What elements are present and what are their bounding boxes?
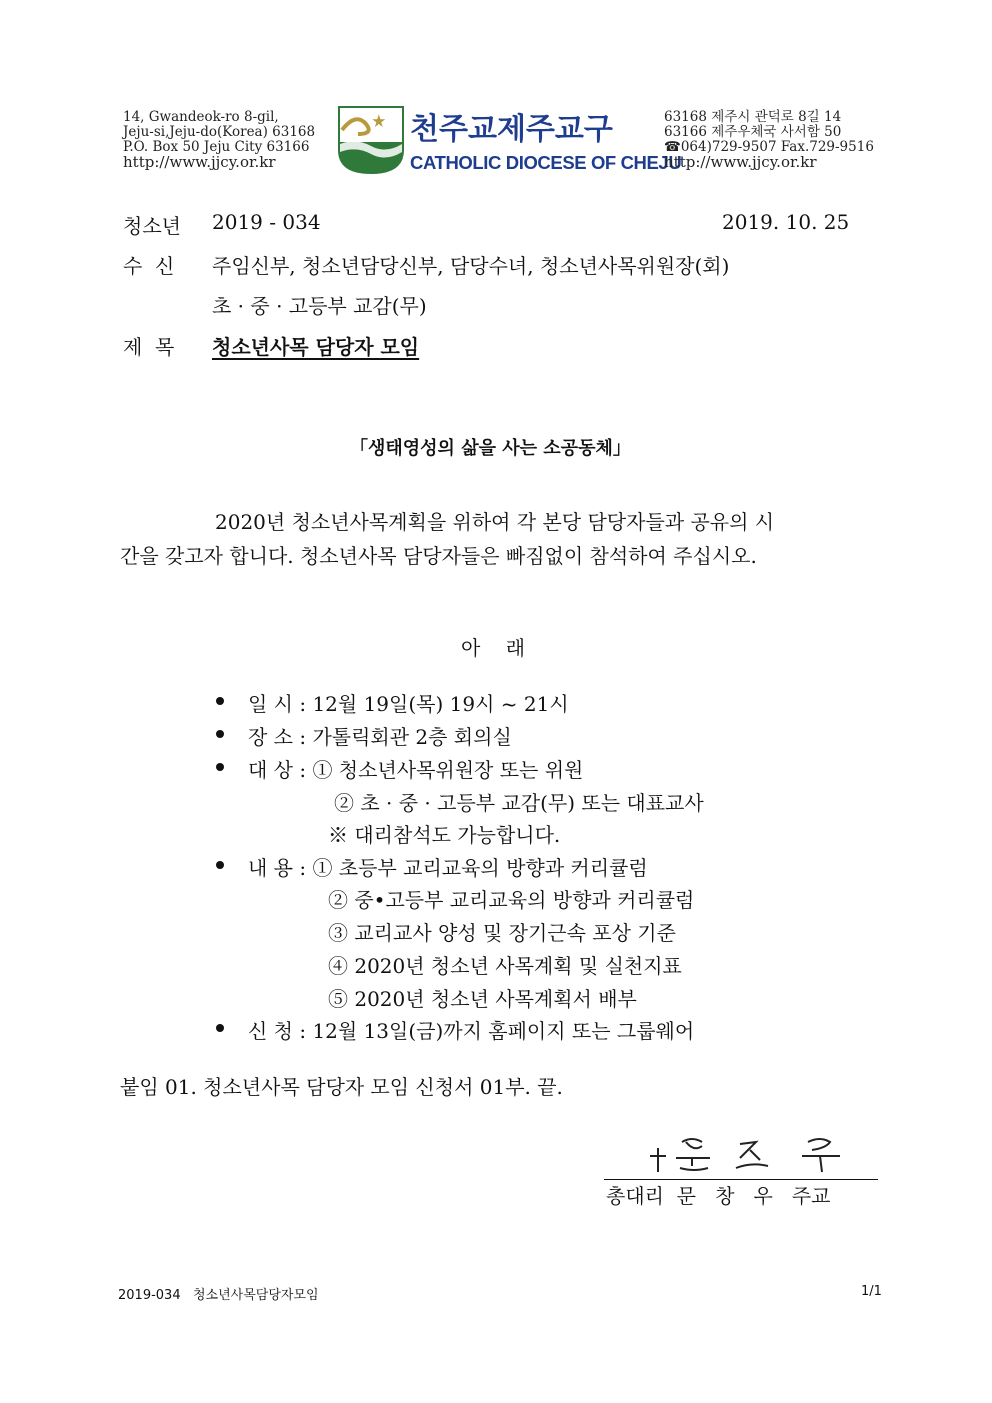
attachment-note: 붙임 01. 청소년사목 담당자 모임 신청서 01부. 끝. — [120, 1075, 563, 1099]
item-content: 내 용 : ① 초등부 교리교육의 방향과 커리큘럼 — [248, 856, 648, 880]
header-right-address — [664, 110, 874, 170]
diocese-logo — [336, 104, 406, 176]
page-number: 1/1 — [861, 1284, 882, 1299]
address-line: 63168 제주시 관덕로 8길 14 — [664, 109, 842, 125]
section-title: 아 래 — [461, 636, 526, 660]
subject-label: 제 목 — [123, 335, 175, 359]
item-content-sub: ④ 2020년 청소년 사목계획 및 실천지표 — [328, 954, 682, 978]
org-name-english: CATHOLIC DIOCESE OF CHEJU — [410, 152, 682, 173]
theme-slogan: 「생태영성의 삶을 사는 소공동체」 — [350, 438, 631, 459]
signer-title: 총대리 문 창 우 주교 — [606, 1184, 831, 1208]
doc-number-label: 청소년 — [123, 214, 181, 238]
recipient-label: 수 신 — [123, 254, 175, 278]
body-line: 간을 갖고자 합니다. 청소년사목 담당자들은 빠짐없이 참석하여 주십시오. — [120, 544, 757, 568]
bullet — [216, 1024, 224, 1032]
item-content-sub: ⑤ 2020년 청소년 사목계획서 배부 — [328, 987, 637, 1011]
recipients-line: 주임신부, 청소년담당신부, 담당수녀, 청소년사목위원장(회) — [212, 254, 730, 278]
website-link[interactable]: http://www.jjcy.or.kr — [123, 153, 276, 171]
item-time: 일 시 : 12월 19일(목) 19시 ~ 21시 — [248, 692, 569, 716]
footer-doc-ref: 2019-034 청소년사목담당자모임 — [118, 1288, 319, 1303]
website-link[interactable]: http://www.jjcy.or.kr — [664, 153, 817, 171]
handwritten-signature — [640, 1128, 852, 1178]
bullet — [216, 730, 224, 738]
item-place: 장 소 : 가톨릭회관 2층 회의실 — [248, 725, 512, 749]
org-name-korean: 천주교제주교구 — [410, 112, 613, 147]
body-line: 2020년 청소년사목계획을 위하여 각 본당 담당자들과 공유의 시 — [215, 510, 775, 534]
item-target-sub: ② 초 · 중 · 고등부 교감(무) 또는 대표교사 — [334, 791, 704, 815]
contact-line: ☎064)729-9507 Fax.729-9516 — [664, 139, 874, 155]
recipients-line: 초 · 중 · 고등부 교감(무) — [212, 294, 427, 318]
doc-date: 2019. 10. 25 — [722, 210, 850, 234]
bullet — [216, 861, 224, 869]
bullet — [216, 697, 224, 705]
address-line: 14, Gwandeok-ro 8-gil, — [123, 109, 279, 125]
item-target: 대 상 : ① 청소년사목위원장 또는 위원 — [248, 758, 584, 782]
item-apply: 신 청 : 12월 13일(금)까지 홈페이지 또는 그룹웨어 — [248, 1019, 695, 1043]
address-line: Jeju-si,Jeju-do(Korea) 63168 — [123, 124, 316, 140]
address-line: 63166 제주우체국 사서함 50 — [664, 124, 842, 140]
subject: 청소년사목 담당자 모임 — [212, 335, 420, 359]
header-left-address — [123, 110, 315, 170]
address-line: P.O. Box 50 Jeju City 63166 — [123, 139, 310, 155]
item-target-note: ※ 대리참석도 가능합니다. — [328, 823, 561, 847]
item-content-sub: ③ 교리교사 양성 및 장기근속 포상 기준 — [328, 921, 676, 945]
bullet — [216, 763, 224, 771]
doc-number: 2019 - 034 — [212, 210, 321, 234]
item-content-sub: ② 중•고등부 교리교육의 방향과 커리큘럼 — [328, 888, 695, 912]
